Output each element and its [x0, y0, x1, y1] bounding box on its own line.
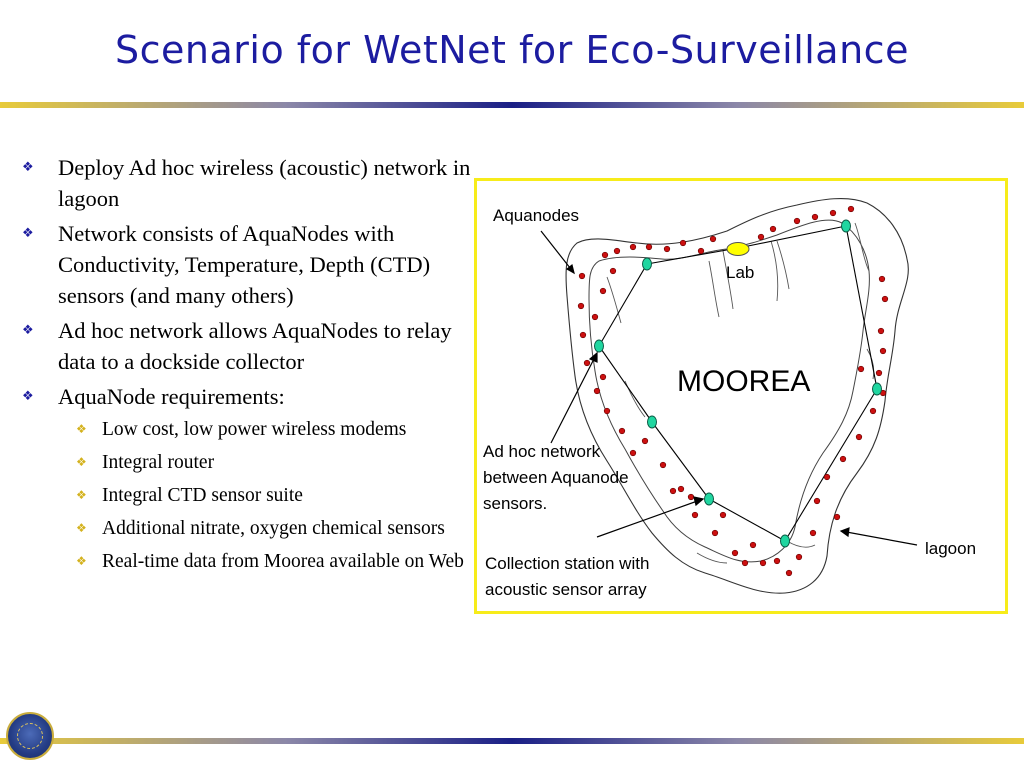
lab-marker	[727, 243, 749, 256]
sub-bullet-text: Integral router	[102, 452, 215, 473]
bullet-text: Deploy Ad hoc wireless (acoustic) network in lagoon	[58, 155, 471, 211]
bullet-item	[18, 152, 478, 214]
bullet-item	[18, 315, 478, 377]
sub-bullet-text: Low cost, low power wireless modems	[102, 419, 407, 440]
aquanodes-label: Aquanodes	[493, 206, 580, 225]
bullet-text: Ad hoc network allows AquaNodes to relay data to a dockside collector	[58, 318, 452, 374]
adhoc-network-label-line2: between Aquanode	[483, 468, 629, 487]
title-divider	[0, 102, 1024, 108]
collection-station-label-line2: acoustic sensor array	[485, 580, 647, 599]
diamond-bullet-icon: ❖	[22, 323, 34, 338]
diamond-bullet-icon: ❖	[76, 521, 87, 535]
diamond-bullet-icon: ❖	[76, 455, 87, 469]
sub-bullet-item	[18, 482, 478, 509]
sub-bullet-item	[18, 548, 478, 575]
footer-divider	[0, 738, 1024, 744]
university-seal-icon	[6, 712, 54, 760]
sub-bullet-item	[18, 449, 478, 476]
slide-title: Scenario for WetNet for Eco-Surveillance	[115, 28, 909, 72]
diamond-bullet-icon: ❖	[22, 160, 34, 175]
sub-bullet-text: Integral CTD sensor suite	[102, 485, 303, 506]
diamond-bullet-icon: ❖	[22, 389, 34, 404]
bullet-text: AquaNode requirements:	[58, 384, 285, 409]
diamond-bullet-icon: ❖	[76, 488, 87, 502]
moorea-map-figure	[474, 178, 1008, 614]
lab-label: Lab	[726, 263, 755, 282]
bullet-item	[18, 218, 478, 311]
sub-bullet-text: Real-time data from Moorea available on Web	[102, 551, 464, 572]
sub-bullet-item	[18, 515, 478, 542]
adhoc-network-label-line3: sensors.	[483, 494, 548, 513]
sub-bullet-item	[18, 416, 478, 443]
sub-bullet-text: Additional nitrate, oxygen chemical sensors	[102, 518, 445, 539]
moorea-map-svg	[477, 181, 1005, 611]
diamond-bullet-icon: ❖	[76, 554, 87, 568]
collection-station-label-line1: Collection station with	[485, 554, 650, 573]
bullet-list	[18, 152, 478, 581]
bullet-item	[18, 381, 478, 412]
bullet-text: Network consists of AquaNodes with Conductivity, Temperature, Depth (CTD) sensors (and many others)	[58, 221, 431, 308]
island-name-label: MOOREA	[677, 365, 811, 398]
diamond-bullet-icon: ❖	[22, 226, 34, 241]
diamond-bullet-icon: ❖	[76, 422, 87, 436]
lagoon-label: lagoon	[925, 539, 977, 558]
adhoc-network-label-line1: Ad hoc network	[483, 442, 601, 461]
